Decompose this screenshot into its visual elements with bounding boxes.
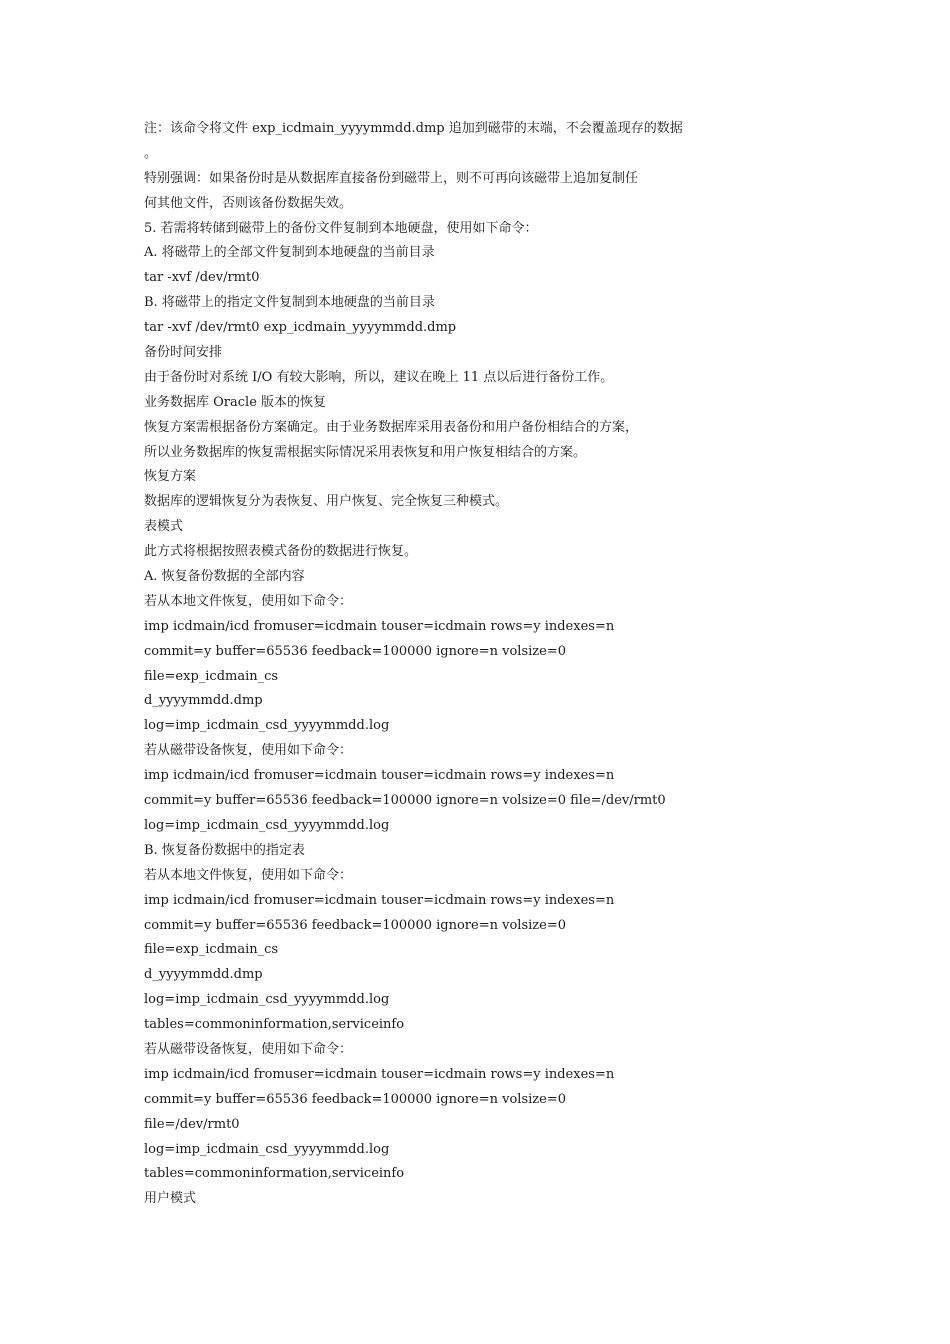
section-heading-user-mode: 用户模式 bbox=[144, 1191, 197, 1207]
paragraph-line: 若从本地文件恢复，使用如下命令： bbox=[144, 867, 353, 883]
command-line: commit=y buffer=65536 feedback=100000 ignore=n volsize=0 bbox=[144, 1091, 566, 1107]
paragraph-line: 恢复方案需根据备份方案确定。由于业务数据库采用表备份和用户备份相结合的方案， bbox=[144, 419, 639, 435]
command-line: imp icdmain/icd fromuser=icdmain touser=icdmain rows=y indexes=n bbox=[144, 618, 615, 634]
command-line: file=exp_icdmain_cs bbox=[144, 668, 279, 684]
command-line: d_yyyymmdd.dmp bbox=[144, 693, 263, 709]
command-line: file=/dev/rmt0 bbox=[144, 1116, 240, 1132]
paragraph-line: 数据库的逻辑恢复分为表恢复、用户恢复、完全恢复三种模式。 bbox=[144, 494, 509, 510]
paragraph-line: 由于备份时对系统 I/O 有较大影响，所以，建议在晚上 11 点以后进行备份工作。 bbox=[144, 369, 614, 385]
command-line: commit=y buffer=65536 feedback=100000 ignore=n volsize=0 bbox=[144, 643, 566, 659]
paragraph-line: 此方式将根据按照表模式备份的数据进行恢复。 bbox=[144, 544, 418, 560]
step-b-heading: B. 恢复备份数据中的指定表 bbox=[144, 842, 305, 858]
command-line: log=imp_icdmain_csd_yyyymmdd.log bbox=[144, 817, 390, 833]
section-heading-restore-plan: 恢复方案 bbox=[144, 469, 197, 485]
note-line: 注：该命令将文件 exp_icdmain_yyyymmdd.dmp 追加到磁带的末端，不会覆盖现存的数据 bbox=[144, 121, 683, 136]
section-heading-backup-schedule: 备份时间安排 bbox=[144, 345, 223, 361]
step-a-heading: A. 将磁带上的全部文件复制到本地硬盘的当前目录 bbox=[144, 245, 435, 261]
note-line-continuation: 。 bbox=[144, 145, 158, 161]
document-body bbox=[144, 117, 714, 1212]
paragraph-line: 若从磁带设备恢复，使用如下命令： bbox=[144, 743, 353, 759]
command-line: tar -xvf /dev/rmt0 bbox=[144, 270, 260, 286]
command-line: imp icdmain/icd fromuser=icdmain touser=icdmain rows=y indexes=n bbox=[144, 768, 615, 784]
command-line: imp icdmain/icd fromuser=icdmain touser=icdmain rows=y indexes=n bbox=[144, 1066, 615, 1082]
command-line: log=imp_icdmain_csd_yyyymmdd.log bbox=[144, 1141, 390, 1157]
command-line: tables=commoninformation,serviceinfo bbox=[144, 1017, 405, 1033]
paragraph-line: 若从磁带设备恢复，使用如下命令： bbox=[144, 1041, 353, 1057]
section-heading-table-mode: 表模式 bbox=[144, 519, 184, 535]
command-line: commit=y buffer=65536 feedback=100000 ignore=n volsize=0 bbox=[144, 917, 566, 933]
command-line: d_yyyymmdd.dmp bbox=[144, 967, 263, 983]
command-line: commit=y buffer=65536 feedback=100000 ignore=n volsize=0 file=/dev/rmt0 bbox=[144, 793, 666, 809]
paragraph-line: 所以业务数据库的恢复需根据实际情况采用表恢复和用户恢复相结合的方案。 bbox=[144, 444, 587, 460]
step-5-heading: 5. 若需将转储到磁带上的备份文件复制到本地硬盘，使用如下命令： bbox=[144, 220, 538, 236]
command-line: tar -xvf /dev/rmt0 exp_icdmain_yyyymmdd.dmp bbox=[144, 320, 457, 336]
command-line: tables=commoninformation,serviceinfo bbox=[144, 1166, 405, 1182]
emphasis-line: 特别强调：如果备份时是从数据库直接备份到磁带上，则不可再向该磁带上追加复制任 bbox=[144, 170, 639, 186]
step-b-heading: B. 将磁带上的指定文件复制到本地硬盘的当前目录 bbox=[144, 295, 435, 311]
command-line: log=imp_icdmain_csd_yyyymmdd.log bbox=[144, 718, 390, 734]
command-line: log=imp_icdmain_csd_yyyymmdd.log bbox=[144, 992, 390, 1008]
paragraph-line: 若从本地文件恢复，使用如下命令： bbox=[144, 593, 353, 609]
step-a-heading: A. 恢复备份数据的全部内容 bbox=[144, 569, 305, 585]
emphasis-line-continuation: 何其他文件，否则该备份数据失效。 bbox=[144, 195, 353, 211]
command-line: imp icdmain/icd fromuser=icdmain touser=icdmain rows=y indexes=n bbox=[144, 892, 615, 908]
section-heading-oracle-restore: 业务数据库 Oracle 版本的恢复 bbox=[144, 394, 327, 410]
command-line: file=exp_icdmain_cs bbox=[144, 942, 279, 958]
